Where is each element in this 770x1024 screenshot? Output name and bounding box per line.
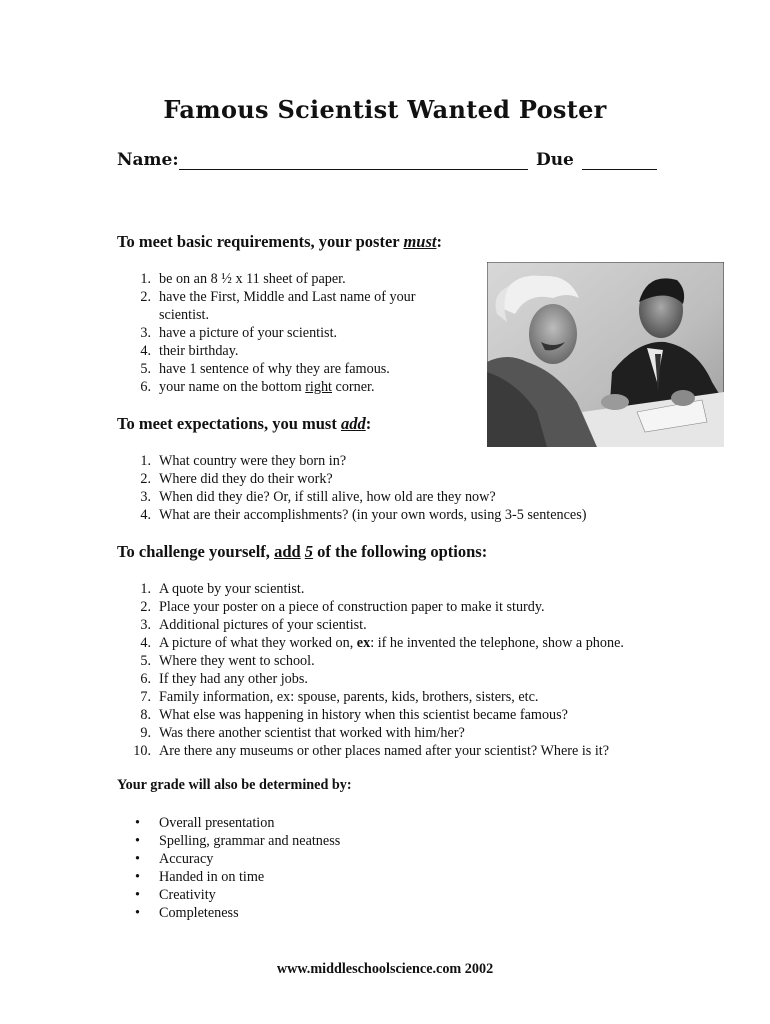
- list-item: 1. be on an 8 ½ x 11 sheet of paper.: [140, 271, 346, 287]
- scientists-photo: [487, 262, 724, 447]
- requirements-list: [117, 270, 477, 396]
- list-item: 2. Where did they do their work?: [140, 471, 333, 487]
- list-item: 8. What else was happening in history when this scientist became famous?: [140, 707, 568, 723]
- list-item: • Overall presentation: [135, 815, 275, 831]
- list-item: 1. What country were they born in?: [140, 453, 347, 469]
- name-blank: [179, 151, 528, 170]
- list-item: • Creativity: [135, 887, 216, 903]
- list-item: • Completeness: [135, 905, 239, 921]
- due-blank: [582, 151, 657, 170]
- list-item: • Handed in on time: [135, 869, 265, 885]
- page-title: Famous Scientist Wanted Poster: [163, 95, 607, 124]
- list-item: 1. A quote by your scientist.: [140, 581, 305, 597]
- list-item: 5. Where they went to school.: [140, 653, 315, 669]
- list-item: 6. If they had any other jobs.: [140, 671, 308, 687]
- requirements-heading: To meet basic requirements, your poster must:: [117, 232, 442, 251]
- list-item: 7. Family information, ex: spouse, parents, kids, brothers, sisters, etc.: [140, 689, 539, 705]
- list-item: 3. When did they die? Or, if still alive, how old are they now?: [140, 489, 496, 505]
- list-item: 4. their birthday.: [140, 343, 239, 359]
- expectations-heading: To meet expectations, you must add:: [117, 414, 372, 433]
- footer-website: www.middleschoolscience.com 2002: [276, 961, 494, 977]
- list-item: 6. your name on the bottom right corner.: [140, 379, 375, 395]
- name-label: Name:: [117, 150, 179, 170]
- list-item: scientist.: [159, 307, 210, 323]
- challenge-heading: To challenge yourself, add 5 of the following options:: [117, 542, 488, 561]
- list-item: 3. Additional pictures of your scientist.: [140, 617, 367, 633]
- list-item: 4. A picture of what they worked on, ex: if he invented the telephone, show a phone.: [140, 635, 624, 651]
- list-item: 10. Are there any museums or other places named after your scientist? Where is it?: [133, 743, 610, 759]
- due-label: Due: [535, 150, 574, 170]
- list-item: 2. Place your poster on a piece of construction paper to make it sturdy.: [140, 599, 545, 615]
- grade-heading: Your grade will also be determined by:: [117, 777, 352, 793]
- list-item: 4. What are their accomplishments? (in your own words, using 3-5 sentences): [140, 507, 587, 523]
- list-item: 2. have the First, Middle and Last name of your: [140, 289, 416, 305]
- list-item: • Accuracy: [135, 851, 214, 867]
- name-due-line: [117, 150, 657, 170]
- grade-criteria-list: [117, 814, 517, 922]
- list-item: 9. Was there another scientist that worked with him/her?: [140, 725, 465, 741]
- expectations-list: [117, 452, 717, 524]
- challenge-list: [117, 580, 737, 760]
- list-item: 5. have 1 sentence of why they are famous.: [140, 361, 390, 377]
- list-item: 3. have a picture of your scientist.: [140, 325, 338, 341]
- list-item: • Spelling, grammar and neatness: [135, 833, 341, 849]
